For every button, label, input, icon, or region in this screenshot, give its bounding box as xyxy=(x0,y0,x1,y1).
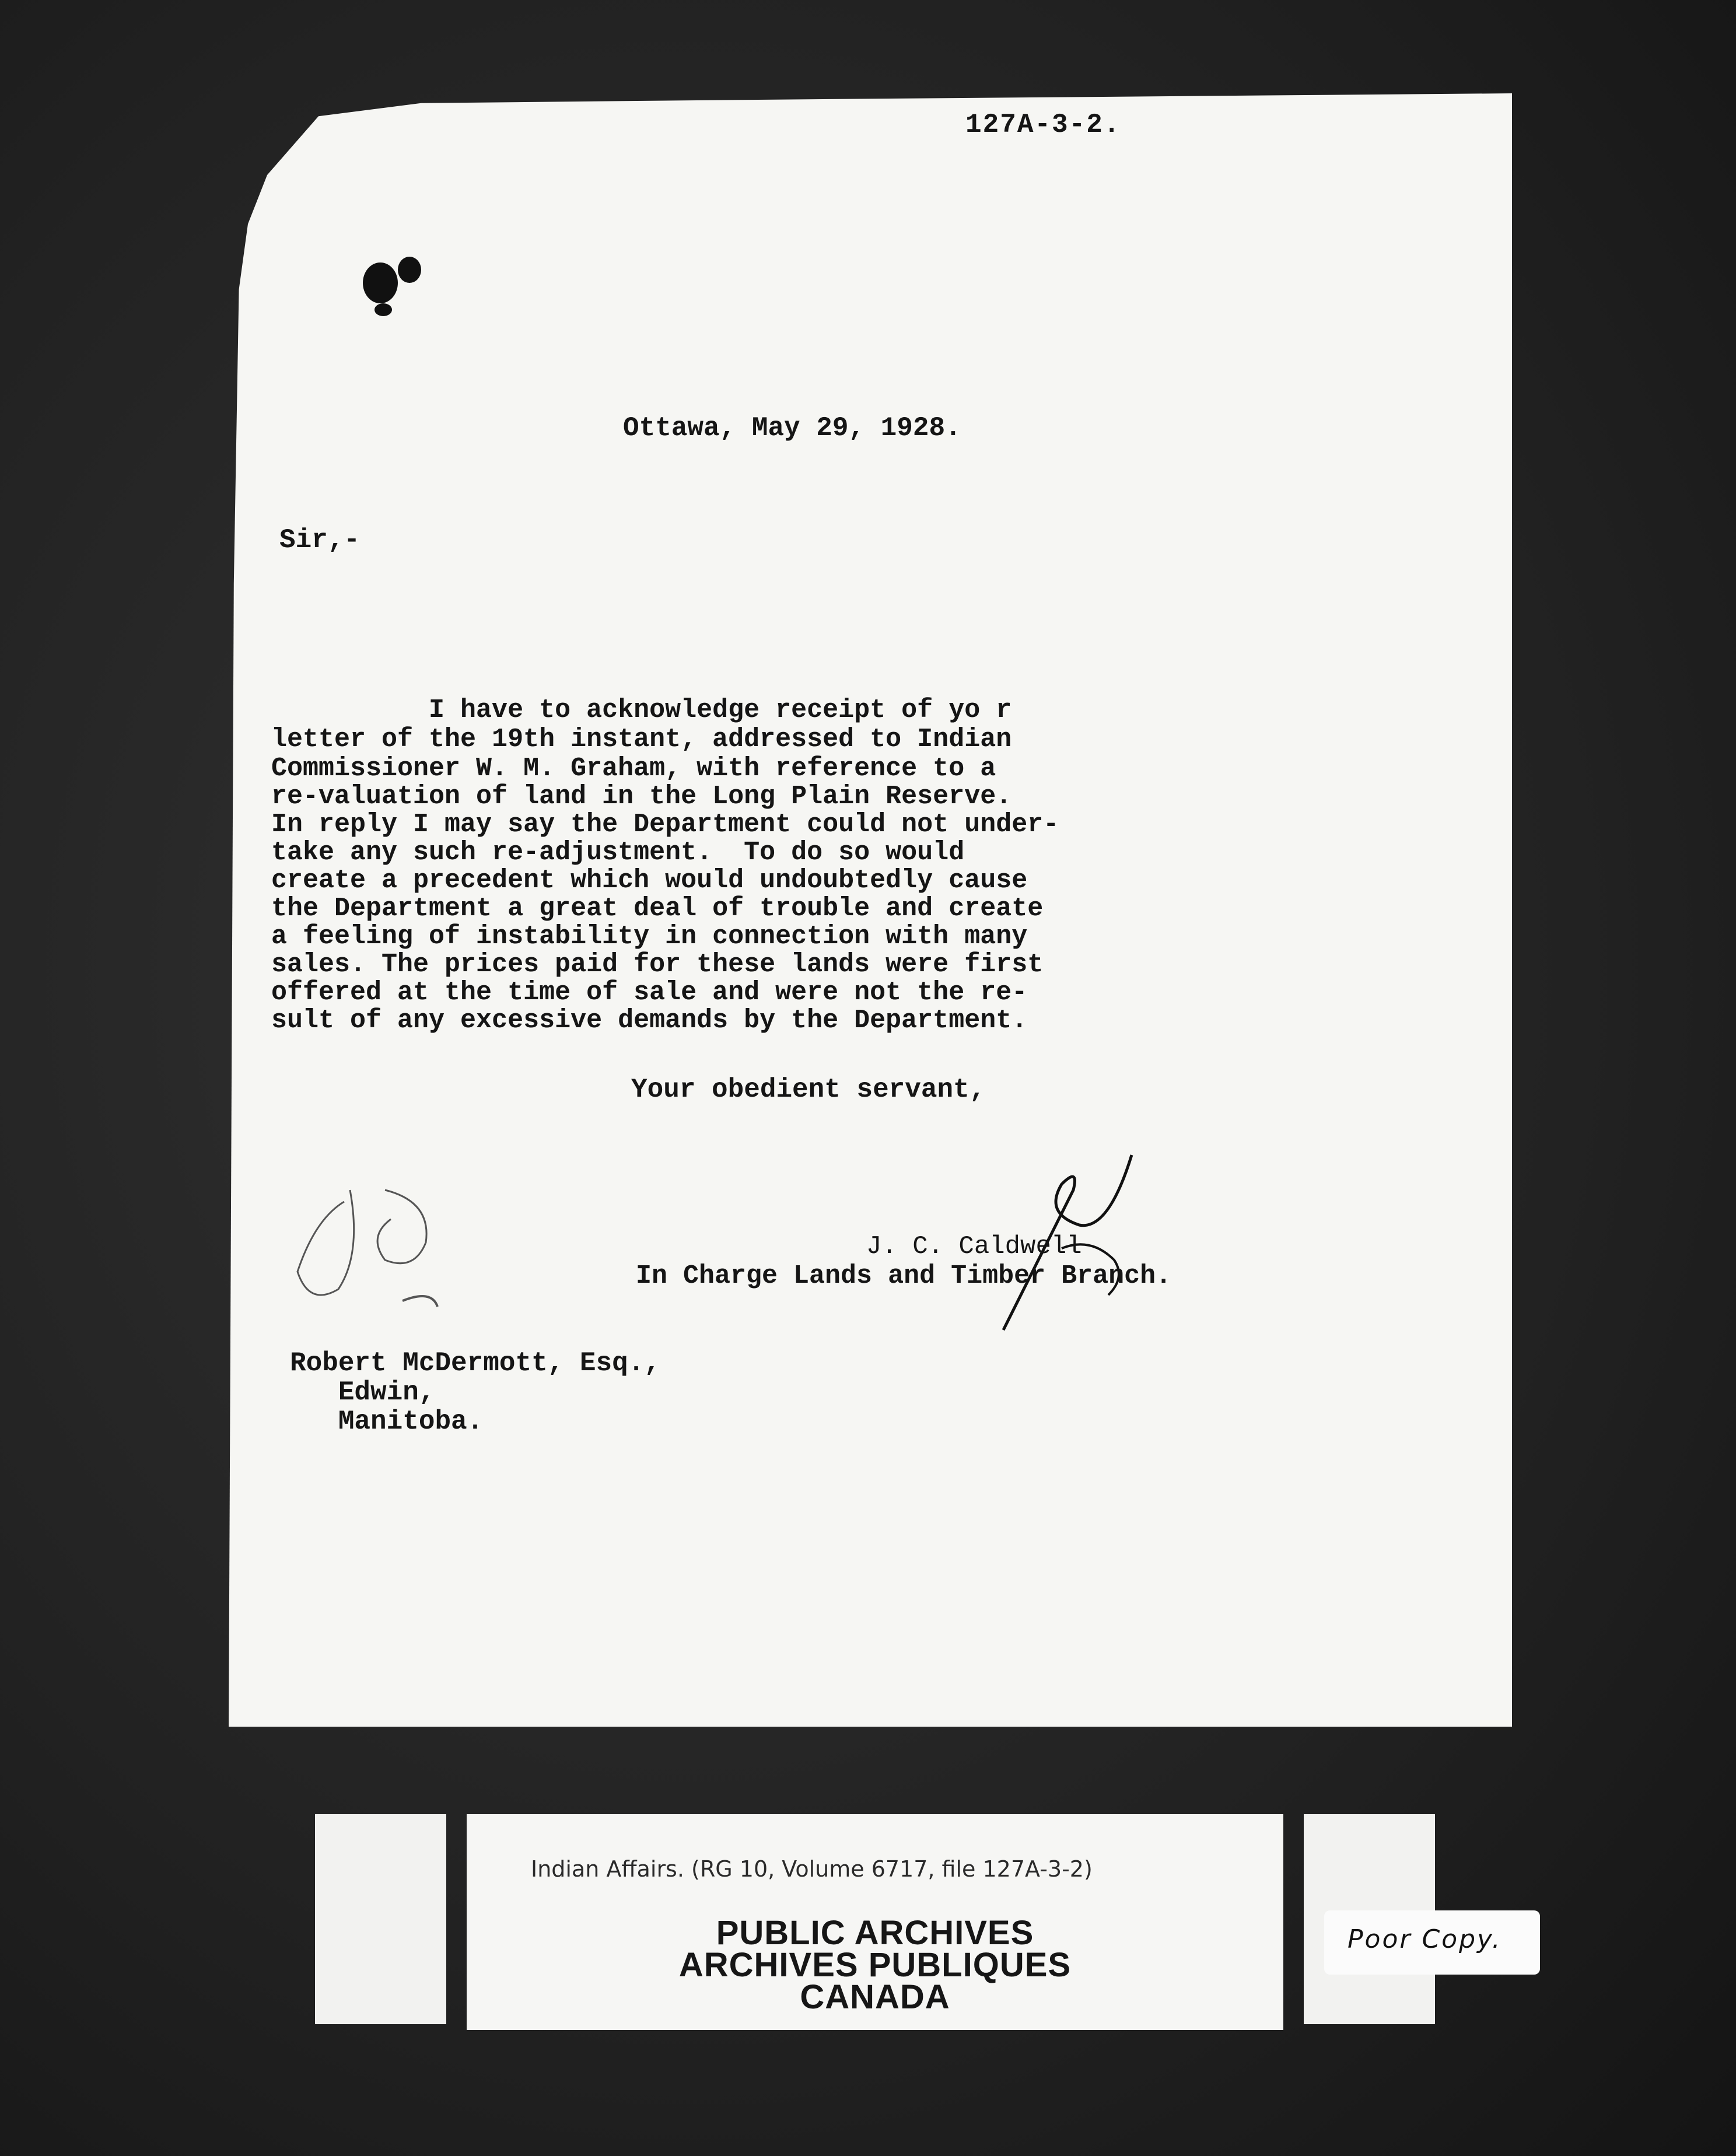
ink-blot xyxy=(374,303,392,316)
archive-line-2: ARCHIVES PUBLIQUES xyxy=(678,1946,1072,1984)
salutation: Sir,- xyxy=(279,525,360,555)
body-line: Commissioner W. M. Graham, with reference to a xyxy=(271,754,996,783)
handwritten-initials xyxy=(280,1155,455,1330)
archive-line-3: CANADA xyxy=(800,1978,950,2016)
body-line: In reply I may say the Department could not under- xyxy=(271,810,1059,839)
poor-copy-text: Poor Copy. xyxy=(1348,1924,1502,1954)
archive-stamp-card xyxy=(315,1814,1429,2030)
body-line: letter of the 19th instant, addressed to Indian xyxy=(271,724,1012,754)
archive-line-1: PUBLIC ARCHIVES xyxy=(716,1914,1034,1952)
addressee-line: Robert McDermott, Esq., xyxy=(290,1348,660,1378)
poor-copy-label xyxy=(1324,1910,1540,1975)
archive-stamp xyxy=(467,1814,1283,2030)
body-line: sales. The prices paid for these lands were first xyxy=(271,950,1044,979)
ink-blot xyxy=(398,257,421,283)
body-line: create a precedent which would undoubtedly cause xyxy=(271,866,1028,895)
body-line: sult of any excessive demands by the Department. xyxy=(271,1006,1028,1035)
file-reference: 127A-3-2. xyxy=(965,110,1121,140)
stamp-side-panel xyxy=(315,1814,446,2024)
addressee-line: Manitoba. xyxy=(290,1406,484,1437)
archive-reference: Indian Affairs. (RG 10, Volume 6717, file 127A-3-2) xyxy=(531,1856,1093,1882)
body-line: take any such re-adjustment. To do so would xyxy=(271,838,965,867)
body-line: re-valuation of land in the Long Plain Reserve. xyxy=(271,782,1012,811)
body-line: I have to acknowledge receipt of yo r xyxy=(271,695,1012,725)
body-line: offered at the time of sale and were not the re- xyxy=(271,978,1028,1007)
date-line: Ottawa, May 29, 1928. xyxy=(623,413,961,443)
addressee-line: Edwin, xyxy=(290,1377,435,1408)
ink-blot xyxy=(363,262,398,303)
signatory-title: In Charge Lands and Timber Branch. xyxy=(636,1261,1172,1291)
closing: Your obedient servant, xyxy=(631,1074,986,1105)
body-line: a feeling of instability in connection with many xyxy=(271,922,1028,951)
signatory-name: J. C. Caldwell xyxy=(866,1232,1082,1261)
body-line: the Department a great deal of trouble and create xyxy=(271,894,1044,923)
